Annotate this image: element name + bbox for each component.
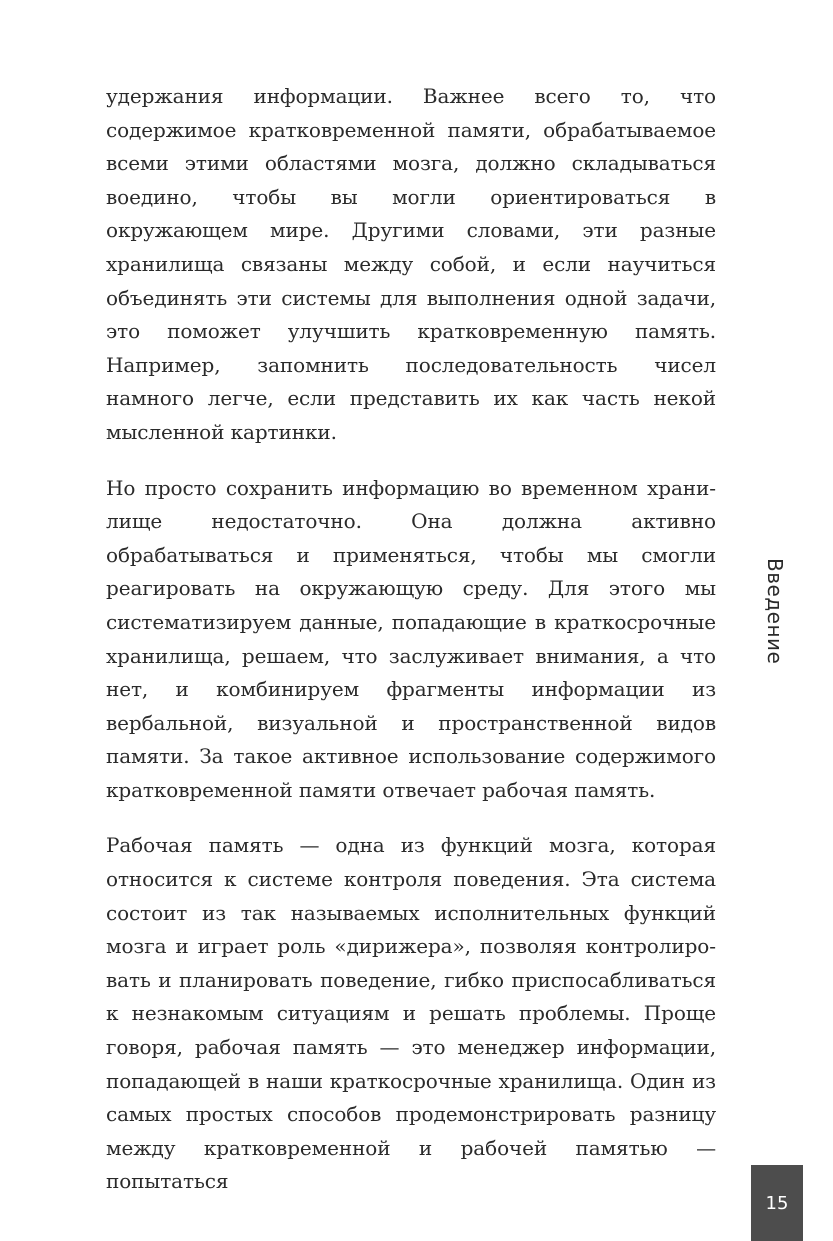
paragraph-1: удержания информации. Важнее всего то, что содержимое кратковременной памяти, обрабатываемое всеми этими областями мозга, должно складываться воедино, чтобы вы могли ориентироваться в окружающем мире. Другими словами, эти разные хранилища связаны между собой, и если научиться объединять эти системы для выполнения одной задачи, это поможет улучшить кратковременную память. Например, запомнить последовательность чисел намного легче, если представить их как часть некой мысленной картинки. bbox=[106, 84, 716, 444]
paragraph-2: Но просто сохранить информацию во временном хранилище недостаточно. Она должна активно обрабатываться и применяться, чтобы мы смогли реагировать на окружающую среду. Для этого мы систематизируем данные, попадающие в краткосрочные хранилища, решаем, что заслуживает внимания, а что нет, и комбинируем фрагменты информации из вербальной, визуальной и пространственной видов памяти. За такое активное использование содержимого кратковременной памяти отвечает рабочая память. bbox=[106, 475, 716, 802]
page-number: 15 bbox=[765, 1192, 789, 1214]
page-number-tab bbox=[751, 1165, 803, 1241]
section-label: Введение bbox=[763, 558, 787, 665]
paragraph-3: Рабочая память — одна из функций мозга, которая относится к системе контроля поведения. Эта система состоит из так называемых исполнительных функций мозга и играет роль «дирижера», позволяя контролировать и планировать поведение, гибко приспосабливаться к незнакомым ситуациям и решать проблемы. Проще говоря, рабочая память — это менеджер информации, попадающей в наши краткосрочные хранилища. Один из самых простых способов продемонстрировать разницу между кратковременной и рабочей памятью — попытаться bbox=[106, 833, 716, 1194]
text-body bbox=[106, 80, 716, 1221]
